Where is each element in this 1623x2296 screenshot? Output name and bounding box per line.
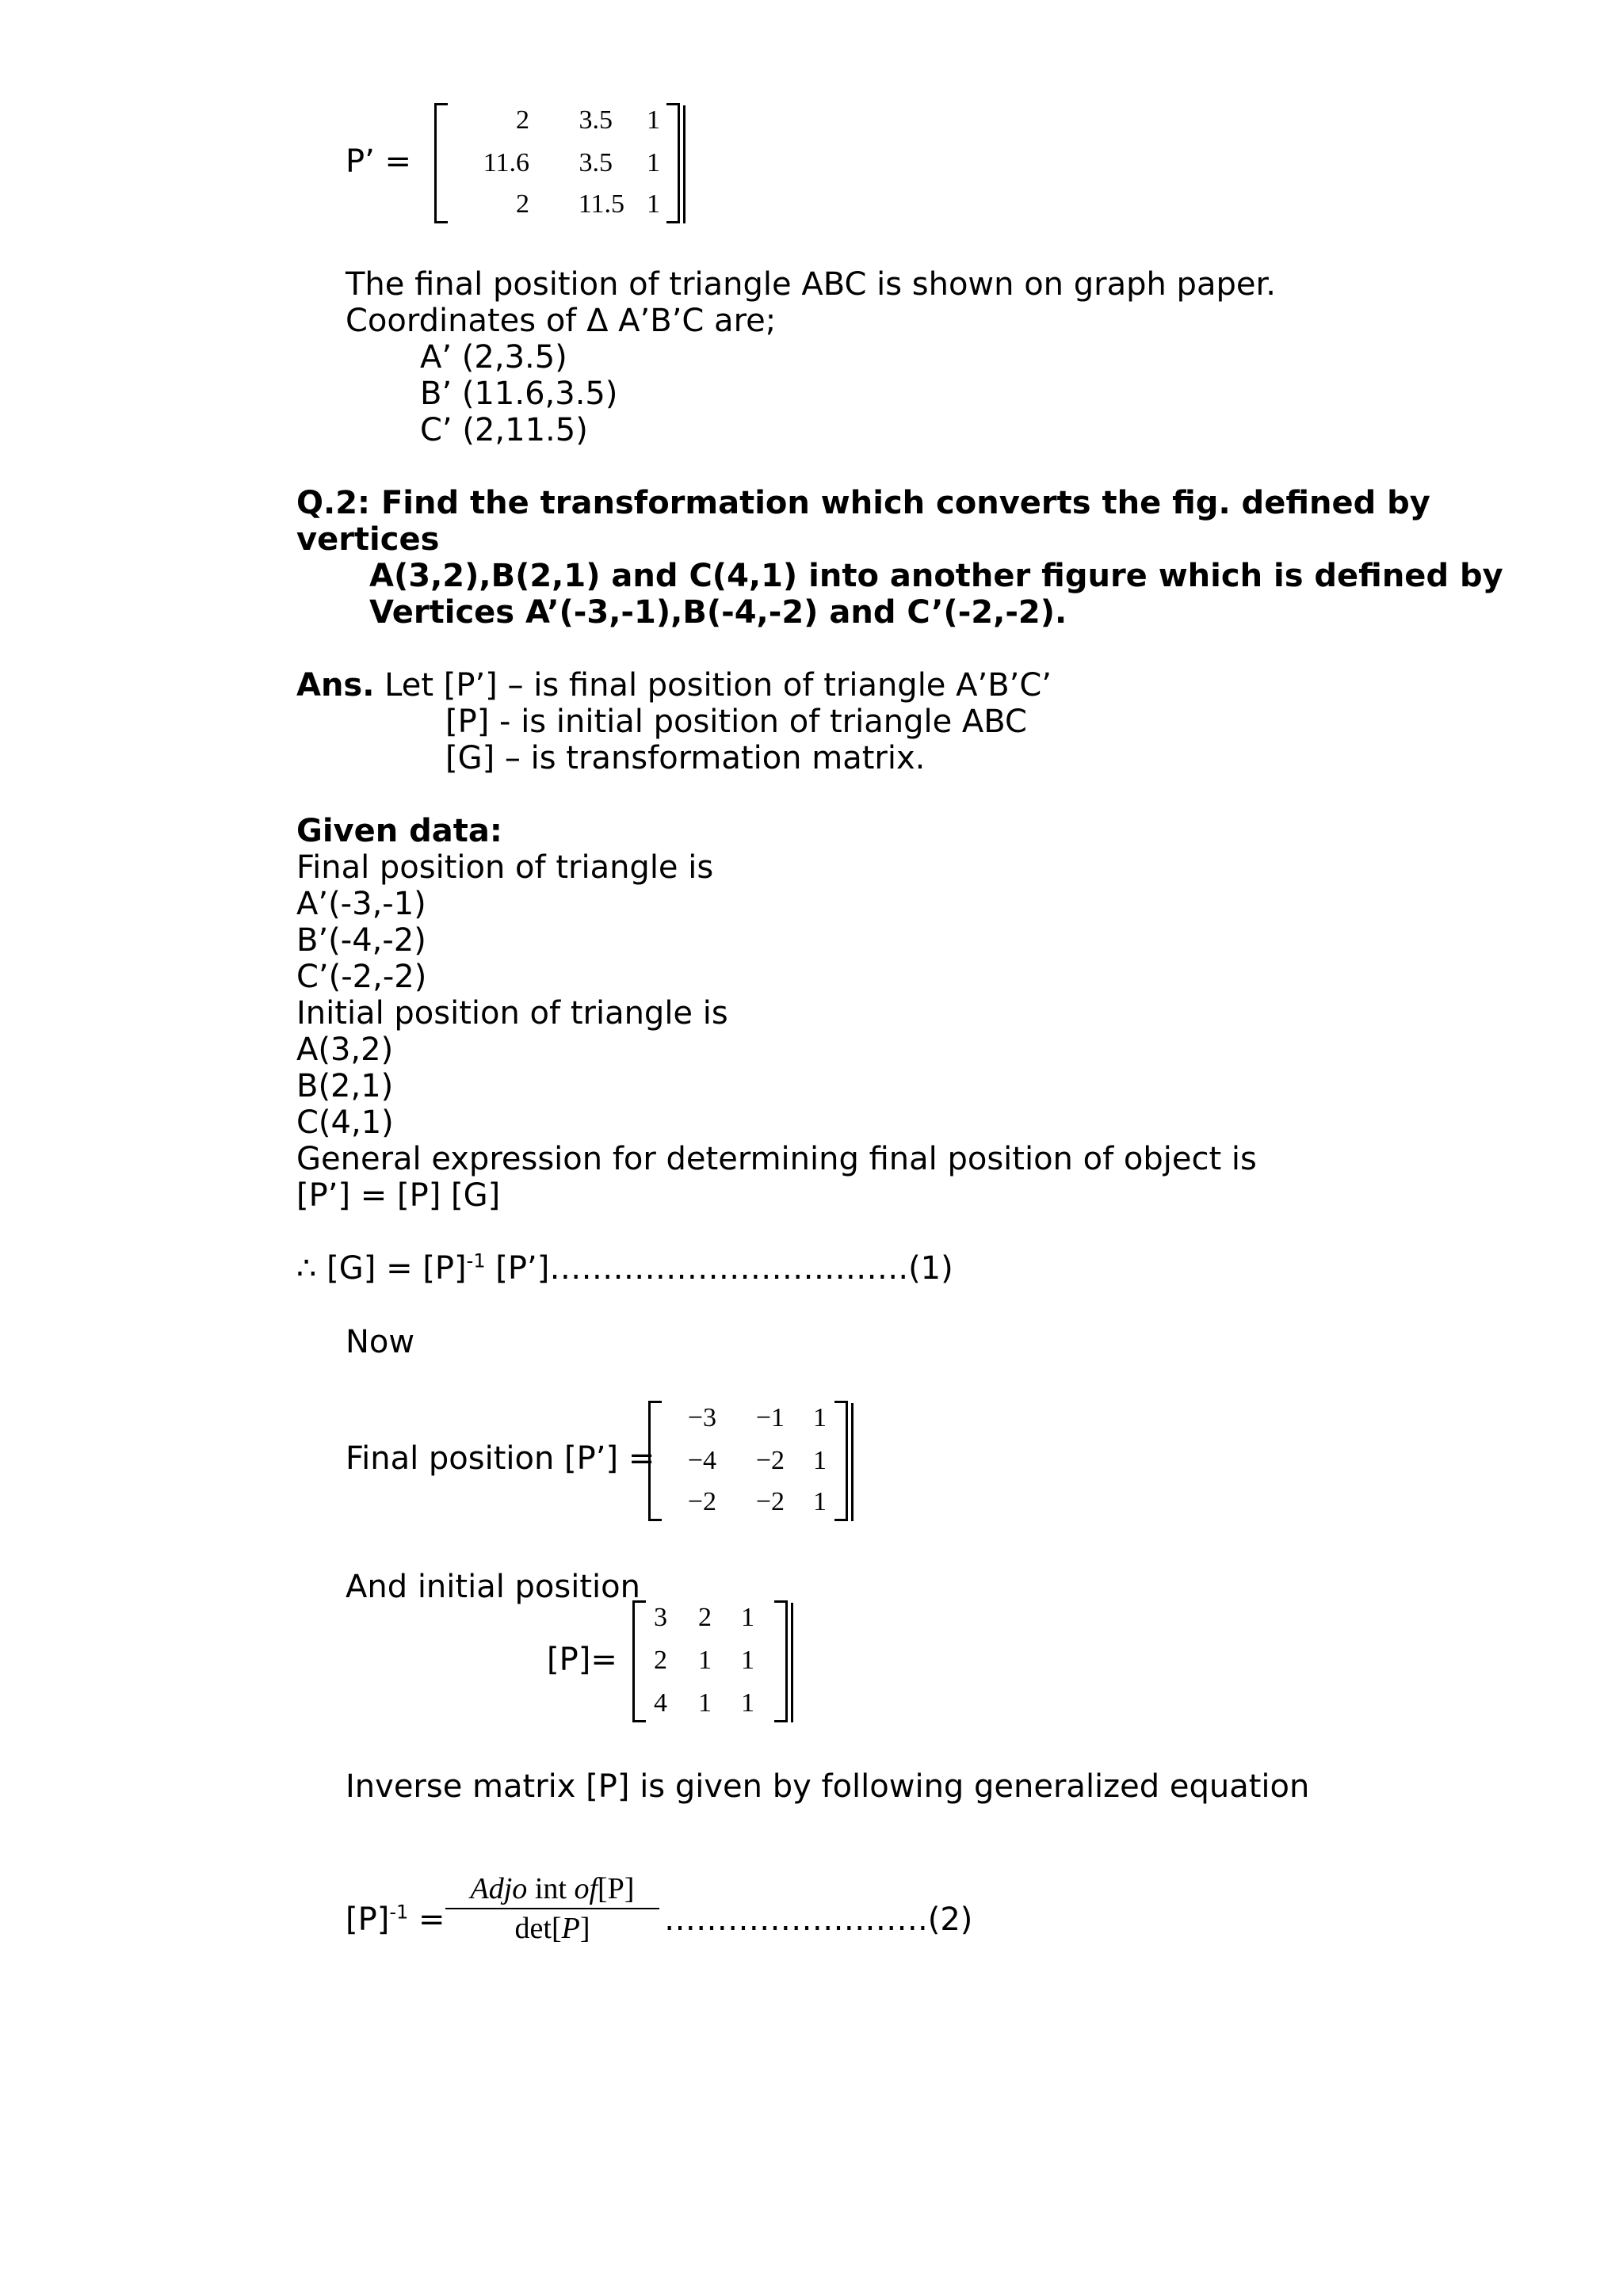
fraction-denominator [445,1911,659,1946]
matrix-cell: 1 [647,105,660,135]
matrix-cell: 2 [698,1603,712,1632]
ans-line2: [P] - is initial position of triangle ABC [445,704,1027,740]
eq1-prefix: ∴ [G] = [P] [296,1250,467,1287]
numerator-part: of [574,1872,598,1905]
matrix-cell: 1 [647,148,660,177]
matrix-cell: 11.6 [483,148,529,177]
numerator-part: int [527,1872,575,1905]
final-position-text: Final position of triangle is [296,849,714,886]
general-expression: General expression for determining final position of object is [296,1141,1257,1177]
final-position-matrix [648,1401,848,1521]
q2-line3: A(3,2),B(2,1) and C(4,1) into another figure which is defined by [369,558,1503,594]
now-text: Now [346,1324,415,1360]
matrix-cell: 1 [698,1646,712,1675]
eq2-lhs: [P] [346,1901,390,1938]
numerator-part: Adjo [470,1872,528,1905]
matrix-cell: 3.5 [579,148,613,177]
given-heading: Given data: [296,813,502,849]
matrix-cell: −1 [755,1403,785,1432]
matrix-cell: 3.5 [579,105,613,135]
fraction-bar [445,1908,659,1909]
ans-line3: [G] – is transformation matrix. [445,740,926,776]
initial-point-c: C(4,1) [296,1104,394,1141]
initial-point-a: A(3,2) [296,1032,394,1068]
ans-line1-text: Let [P’] – is final position of triangle A’B’C’ [374,667,1052,704]
final-point-b: B’(-4,-2) [296,922,426,959]
matrix-cell: 3 [654,1603,667,1632]
coord-b: B’ (11.6,3.5) [420,376,618,412]
p-prime-matrix [434,103,680,223]
ans-label: Ans. [296,667,375,704]
numerator-part: [P] [598,1872,635,1905]
matrix-cell: 1 [813,1446,827,1475]
final-shown-text: The final position of triangle ABC is shown on graph paper. [346,266,1276,303]
matrix-cell: −2 [755,1446,785,1475]
matrix-cell: 1 [813,1487,827,1516]
coord-c: C’ (2,11.5) [420,412,588,448]
q2-line2: vertices [296,521,440,558]
eq2-equals: = [408,1901,445,1938]
coords-heading: Coordinates of Δ A’B’C are; [346,303,777,339]
eq1-suffix: [P’]…………………………….(1) [485,1250,953,1287]
denominator-part: det[ [514,1912,562,1945]
matrix-cell: 1 [647,189,660,219]
equation-1 [296,1250,953,1287]
denominator-part: ] [579,1912,590,1945]
fraction-numerator [445,1871,659,1906]
matrix-cell: 2 [516,105,529,135]
eq1-superscript: -1 [466,1249,486,1272]
initial-point-b: B(2,1) [296,1068,394,1104]
p-prime-label: P’ = [346,143,412,180]
initial-position-text: Initial position of triangle is [296,995,728,1032]
matrix-cell: 1 [741,1603,754,1632]
matrix-cell: 1 [741,1688,754,1718]
matrix-cell: 1 [698,1688,712,1718]
final-point-c: C’(-2,-2) [296,959,427,995]
and-initial-text: And initial position [346,1569,640,1605]
matrix-cell: −2 [755,1487,785,1516]
q2-line1: Q.2: Find the transformation which converts the fig. defined by [296,485,1430,521]
final-point-a: A’(-3,-1) [296,886,426,922]
denominator-part: P [561,1912,580,1945]
matrix-cell: 4 [654,1688,667,1718]
matrix-cell: 1 [813,1403,827,1432]
matrix-cell: −2 [687,1487,716,1516]
matrix-cell: −4 [687,1446,716,1475]
coord-a: A’ (2,3.5) [420,339,567,376]
equation-2-lhs [346,1901,445,1938]
ans-line1 [296,667,1052,704]
matrix-cell: 11.5 [578,189,624,219]
q2-line4: Vertices A’(-3,-1),B(-4,-2) and C’(-2,-2). [369,594,1067,631]
matrix-cell: −3 [687,1403,716,1432]
p-label: [P]= [547,1642,617,1678]
equation-main: [P’] = [P] [G] [296,1177,501,1214]
matrix-cell: 1 [741,1646,754,1675]
eq2-superscript: -1 [389,1901,409,1924]
p-matrix [632,1600,788,1722]
adjoint-fraction [445,1871,659,1946]
equation-2-dots: …………………….(2) [664,1901,973,1938]
matrix-cell: 2 [654,1646,667,1675]
inverse-text: Inverse matrix [P] is given by following generalized equation [346,1768,1310,1805]
final-position-label: Final position [P’] = [346,1440,655,1477]
matrix-cell: 2 [516,189,529,219]
